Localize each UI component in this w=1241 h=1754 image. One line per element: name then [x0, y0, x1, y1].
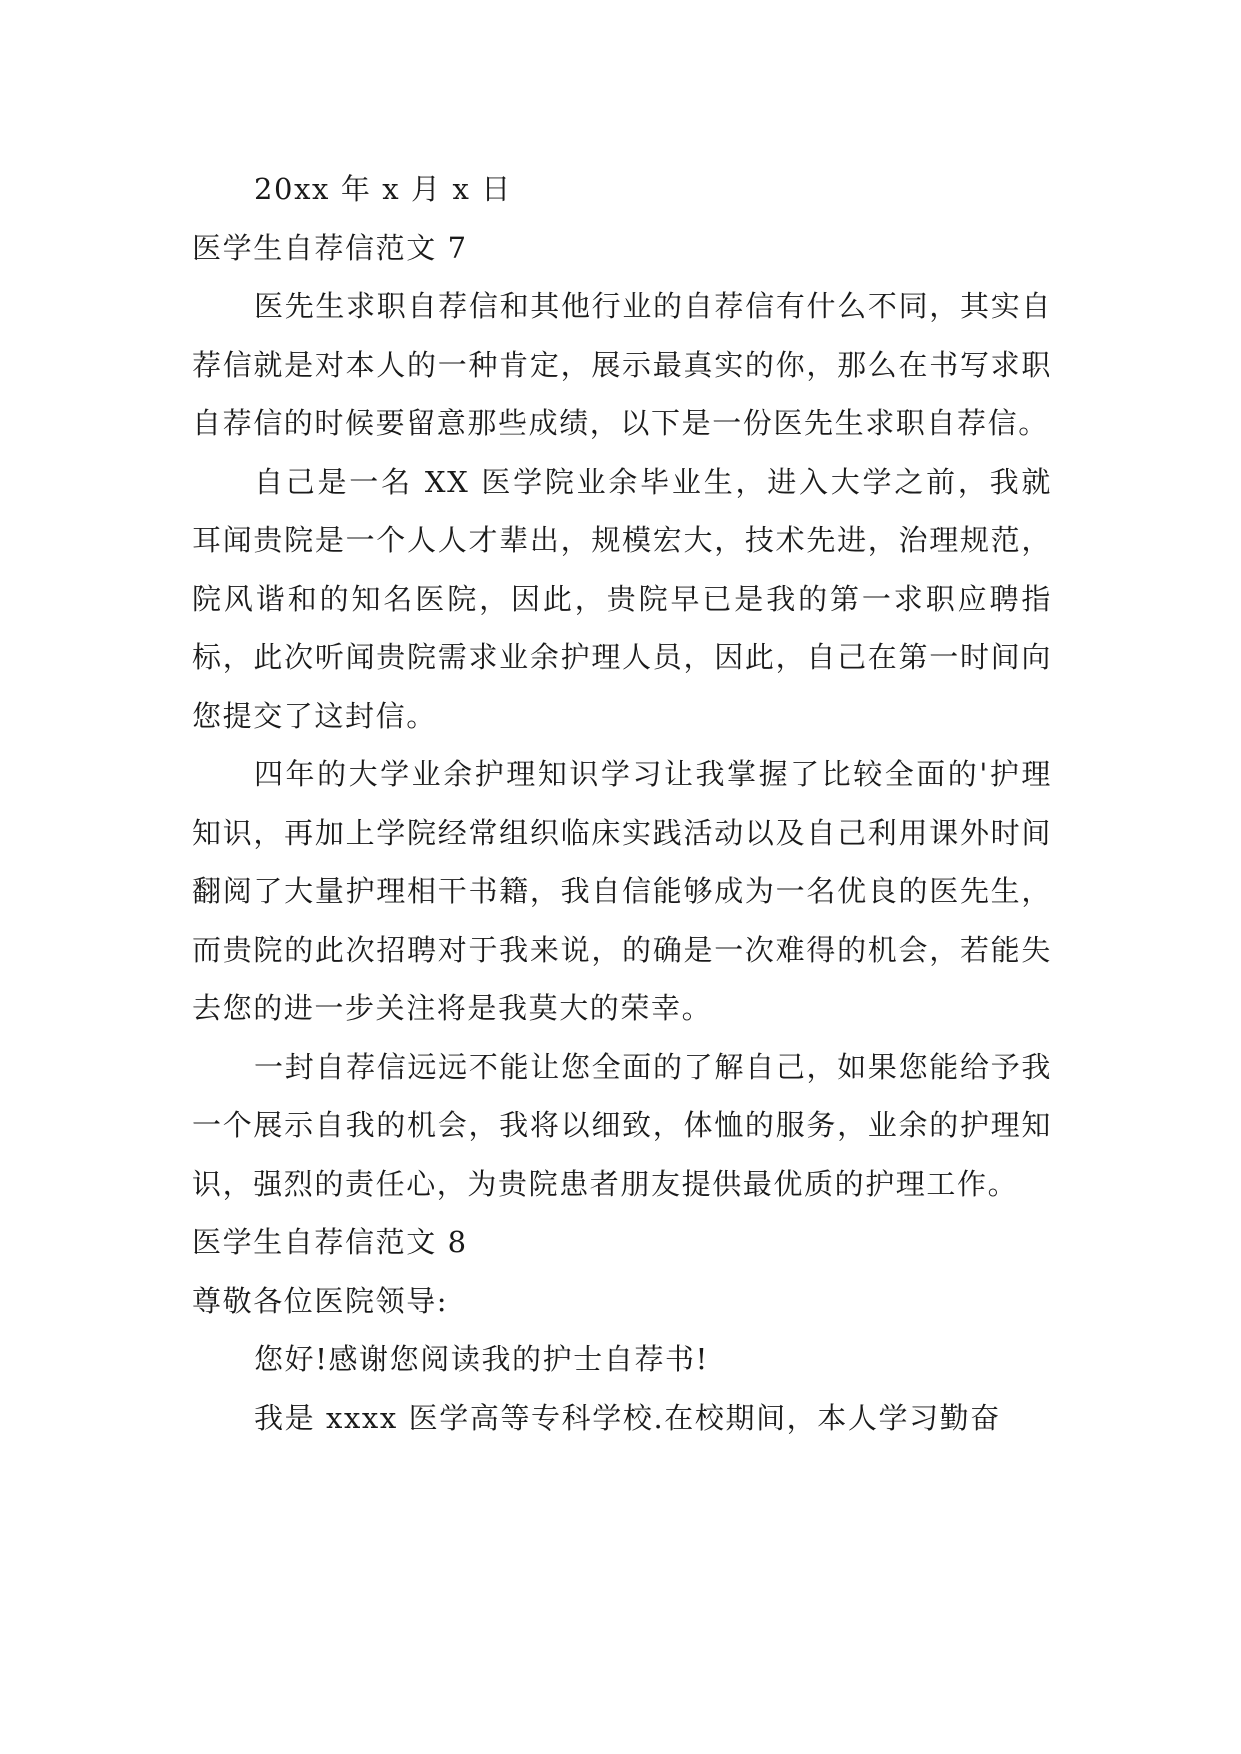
section-7-paragraph-1: 医先生求职自荐信和其他行业的自荐信有什么不同，其实自荐信就是对本人的一种肯定，展示最真实的你，那么在书写求职自荐信的时候要留意那些成绩，以下是一份医先生求职自荐信。: [192, 289, 1052, 440]
section-7-heading: 医学生自荐信范文 7: [192, 230, 468, 265]
document-body: [192, 160, 1052, 1447]
section-8-heading: 医学生自荐信范文 8: [192, 1225, 468, 1259]
section-7-paragraph-2: 自己是一名 XX 医学院业余毕业生，进入大学之前，我就耳闻贵院是一个人人才辈出，规模宏大，技术先进，治理规范，院风谐和的知名医院，因此，贵院早已是我的第一求职应聘指标，此次听闻贵院需求业余护理人员，因此，自己在第一时间向您提交了这封信。: [192, 464, 1052, 733]
section-7-paragraph-4: 一封自荐信远远不能让您全面的了解自己，如果您能给予我一个展示自我的机会，我将以细致，体恤的服务，业余的护理知识，强烈的责任心，为贵院患者朋友提供最优质的护理工作。: [192, 1049, 1052, 1201]
section-8-paragraph-1: 我是 xxxx 医学高等专科学校.在校期间，本人学习勤奋: [254, 1400, 1001, 1435]
salutation: 尊敬各位医院领导:: [192, 1283, 449, 1318]
greeting-line: 您好!感谢您阅读我的护士自荐书!: [254, 1342, 709, 1376]
section-7-paragraph-3: 四年的大学业余护理知识学习让我掌握了比较全面的'护理知识，再加上学院经常组织临床实践活动以及自己利用课外时间翻阅了大量护理相干书籍，我自信能够成为一名优良的医先生，而贵院的此次招聘对于我来说，的确是一次难得的机会，若能失去您的进一步关注将是我莫大的荣幸。: [192, 757, 1052, 1025]
date-line: 20xx 年 x 月 x 日: [254, 172, 512, 206]
